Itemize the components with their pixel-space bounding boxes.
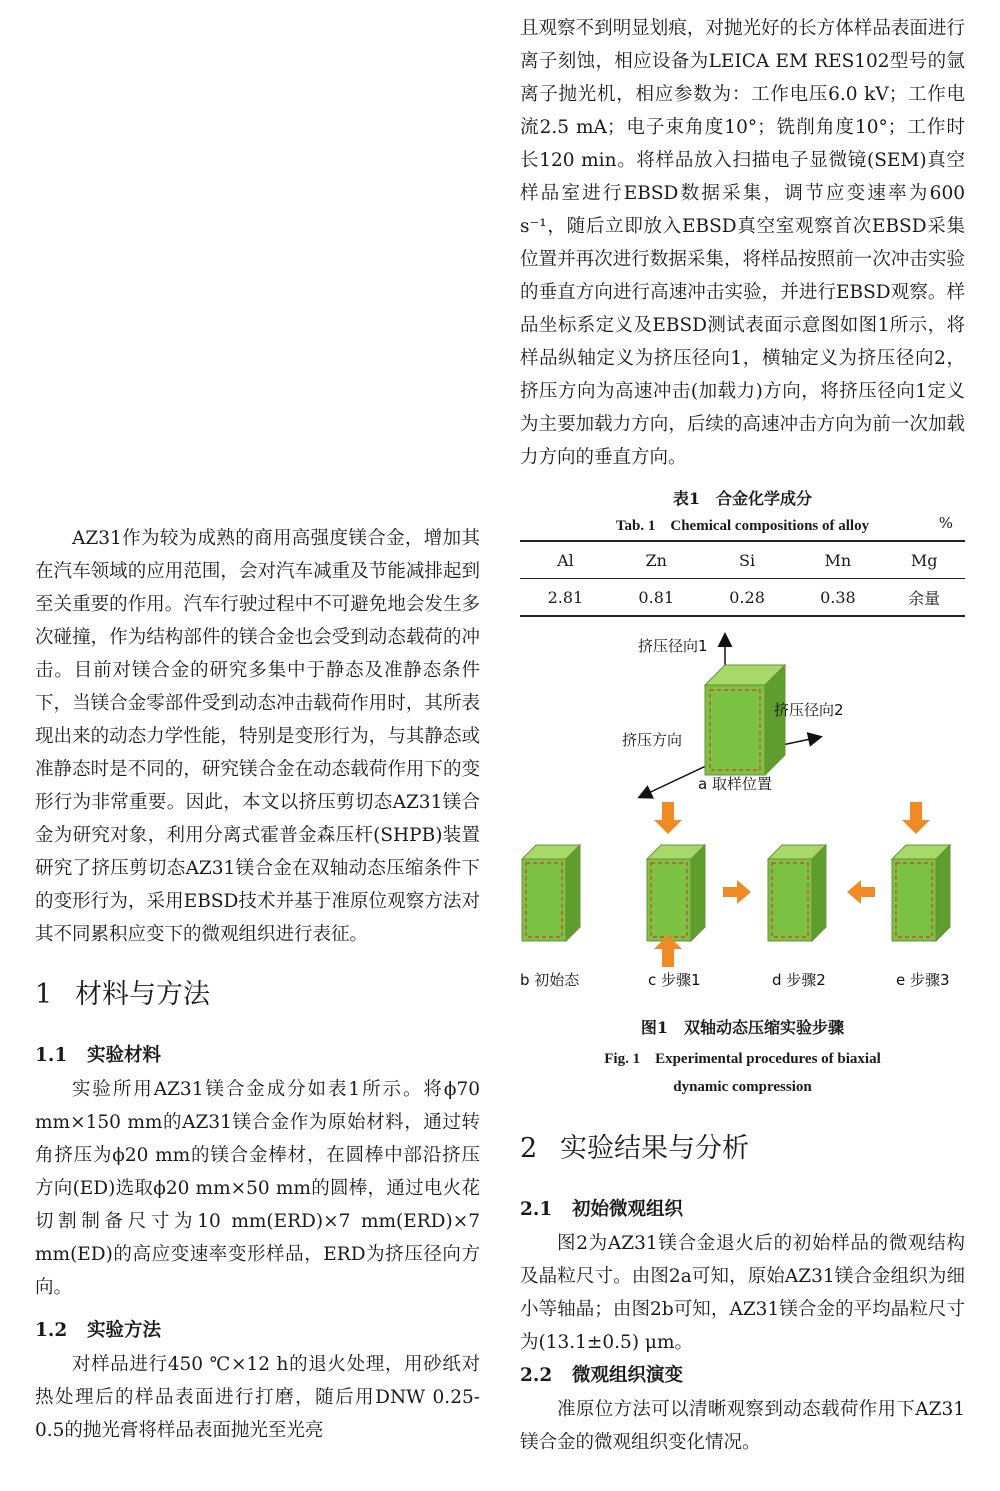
table-row [520, 579, 965, 617]
section-1-1-paragraph: 实验所用AZ31镁合金成分如表1所示。将ϕ70 mm×150 mm的AZ31镁合金作为原始材料，通过转角挤压为ϕ20 mm的镁合金棒材，在圆棒中部沿挤压方向(ED)选取ϕ20 mm×50 mm的圆棒，通过电火花切割制备尺寸为10 mm(ERD)×7 mm(ERD)×7 mm(ED)的高应变速率变形样品，ERD为挤压径向方向。 [35, 1079, 480, 1298]
section-1-2-heading [35, 1314, 480, 1348]
figure-1b-label: b 初始态 [520, 971, 580, 989]
section-1-2-number: 1.2 [35, 1320, 68, 1341]
figure-1e-cube [892, 802, 950, 989]
figure-1 [520, 627, 965, 1027]
section-1-2-paragraph: 对样品进行450 ℃×12 h的退火处理，用砂纸对热处理后的样品表面进行打磨，随后用DNW 0.25-0.5的抛光膏将样品表面抛光至光亮 [35, 1354, 480, 1441]
section-2-heading [520, 1131, 965, 1167]
section-1-1-number: 1.1 [35, 1045, 68, 1066]
table-cell: 0.38 [820, 587, 856, 607]
table-1-caption-cn: 表1 合金化学成分 [672, 489, 813, 508]
section-2-1-title: 初始微观组织 [572, 1199, 684, 1220]
section-1-1-heading [35, 1039, 480, 1073]
section-2-2-title: 微观组织演变 [572, 1365, 684, 1386]
table-1-unit: % [938, 514, 953, 532]
table-1-caption-en: Tab. 1 Chemical compositions of alloy [615, 518, 870, 534]
section-1-number: 1 [35, 979, 53, 1010]
table-cell: 0.81 [638, 587, 675, 607]
axis-right-label: 挤压径向2 [774, 701, 844, 719]
figure-1-caption-cn: 图1 双轴动态压缩实验步骤 [640, 1018, 845, 1037]
section-2-2-number: 2.2 [520, 1365, 553, 1386]
axis-diag-label: 挤压方向 [622, 731, 683, 749]
arrow-right-icon [723, 880, 751, 904]
table-header-cell: Al [557, 550, 574, 570]
section-1-1-title: 实验材料 [87, 1045, 162, 1066]
section-2-2-paragraph: 准原位方法可以清晰观察到动态载荷作用下AZ31镁合金的微观组织变化情况。 [520, 1399, 965, 1453]
figure-1-caption-en-line2: dynamic compression [673, 1079, 812, 1095]
arrow-down-icon [902, 802, 930, 834]
right-column [520, 12, 965, 1459]
section-2-1-paragraph: 图2为AZ31镁合金退火后的初始样品的微观结构及晶粒尺寸。由图2a可知，原始AZ31镁合金组织为细小等轴晶；由图2b可知，AZ31镁合金的平均晶粒尺寸为(13.1±0.5) μm。 [520, 1233, 965, 1353]
figure-1c-cube [647, 802, 705, 989]
arrow-down-icon [654, 802, 682, 834]
section-2-number: 2 [520, 1133, 538, 1164]
section-1-title: 材料与方法 [75, 979, 210, 1010]
figure-1e-label: e 步骤3 [896, 971, 950, 989]
left-column [35, 522, 480, 1447]
section-1-2-title: 实验方法 [87, 1320, 162, 1341]
section-2-2-heading [520, 1359, 965, 1393]
composition-table [520, 540, 965, 617]
table-header-cell: Si [739, 550, 756, 570]
table-1-caption [520, 486, 965, 540]
figure-1d-cube [768, 845, 826, 989]
table-header-row [520, 541, 965, 579]
figure-1a-label: a 取样位置 [698, 775, 772, 793]
figure-1c-label: c 步骤1 [648, 971, 701, 989]
figure-1d-label: d 步骤2 [772, 971, 826, 989]
intro-paragraph: AZ31作为较为成熟的商用高强度镁合金，增加其在汽车领域的应用范围，会对汽车减重及节能减排起到至关重要的作用。汽车行驶过程中不可避免地会发生多次碰撞，作为结构部件的镁合金也会受到动态载荷的冲击。目前对镁合金的研究多集中于静态及准静态条件下，当镁合金零部件受到动态冲击载荷作用时，其所表现出来的动态力学性能，特别是变形行为，与其静态或准静态时是不同的，研究镁合金在动态载荷作用下的变形行为非常重要。因此，本文以挤压剪切态AZ31镁合金为研究对象，利用分离式霍普金森压杆(SHPB)装置研究了挤压剪切态AZ31镁合金在双轴动态压缩条件下的变形行为，采用EBSD技术并基于准原位观察方法对其不同累积应变下的微观组织进行表征。 [35, 528, 480, 945]
figure-1-caption-en-line1: Fig. 1 Experimental procedures of biaxial [604, 1051, 881, 1067]
section-2-title: 实验结果与分析 [560, 1133, 749, 1164]
figure-1b-cube [520, 845, 580, 989]
figure-1a-cube [622, 635, 844, 797]
table-cell: 0.28 [729, 587, 765, 607]
table-header-cell: Zn [645, 550, 667, 570]
figure-1-caption [520, 1015, 965, 1101]
table-header-cell: Mg [910, 550, 938, 570]
continued-paragraph: 且观察不到明显划痕，对抛光好的长方体样品表面进行离子刻蚀，相应设备为LEICA EM RES102型号的氩离子抛光机，相应参数为：工作电压6.0 kV；工作电流2.5 mA；电子束角度10°；铣削角度10°；工作时长120 min。将样品放入扫描电子显微镜(SEM)真空样品室进行EBSD数据采集，调节应变速率为600 s⁻¹，随后立即放入EBSD真空室观察首次EBSD采集位置并再次进行数据采集，将样品按照前一次冲击实验的垂直方向进行高速冲击实验，并进行EBSD观察。样品坐标系定义及EBSD测试表面示意图如图1所示，将样品纵轴定义为挤压径向1，横轴定义为挤压径向2，挤压方向为高速冲击(加载力)方向，将挤压径向1定义为主要加载力方向，后续的高速冲击方向为前一次加载力方向的垂直方向。 [520, 18, 965, 468]
section-2-1-number: 2.1 [520, 1199, 553, 1220]
axis-up-label: 挤压径向1 [638, 637, 708, 655]
table-cell: 2.81 [547, 587, 584, 607]
section-1-heading [35, 977, 480, 1013]
table-cell: 余量 [908, 588, 941, 608]
table-header-cell: Mn [824, 550, 852, 570]
section-2-1-heading [520, 1193, 965, 1227]
arrow-left-icon [847, 880, 875, 904]
